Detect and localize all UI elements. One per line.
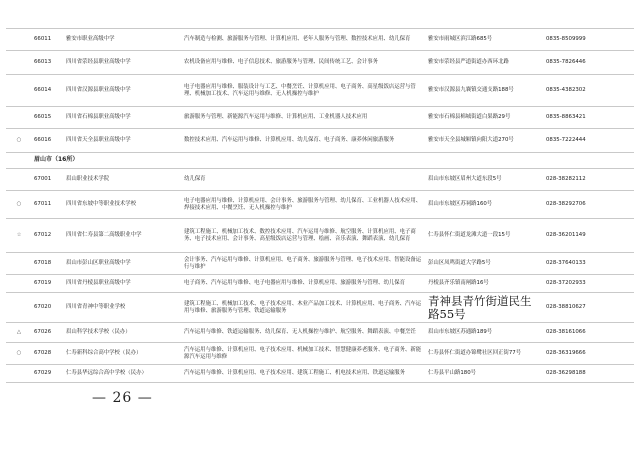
- school-code: 66016: [32, 129, 64, 153]
- row-mark-symbol: ○: [6, 129, 32, 153]
- school-code: 66014: [32, 75, 64, 107]
- school-code: 67028: [32, 343, 64, 365]
- major-list: 数控技术应用、汽车运用与维修、计算机应用、幼儿保育、电子商务、康养休闲旅游服务: [182, 129, 426, 153]
- major-list: 电子商务、汽车运用与维修、电子电器应用与维修、计算机应用、旅游服务与管理、幼儿保育: [182, 275, 426, 293]
- school-address: 雅安市石棉县棉城街道白果路29号: [426, 107, 544, 129]
- major-list: 汽车运用与维修、计算机应用、电子技术应用、建筑工程施工、机电技术应用、铁道运输服务: [182, 365, 426, 383]
- major-list: 建筑工程施工、机械加工技术、电子技术应用、木业产品加工技术、计算机应用、电子商务、汽车运用与维修、旅游服务与管理、铁道运输服务: [182, 293, 426, 323]
- school-name: 雅安市职业高级中学: [64, 29, 182, 51]
- school-code: 67011: [32, 191, 64, 219]
- school-address: 彭山区凤鸣街道大学路5号: [426, 253, 544, 275]
- school-code: 67019: [32, 275, 64, 293]
- row-mark-symbol: [6, 275, 32, 293]
- school-name: 四川省丹棱县职业高级中学: [64, 275, 182, 293]
- table-row: [6, 253, 634, 275]
- phone-number: 028-37202933: [544, 275, 634, 293]
- phone-number: 028-38810627: [544, 293, 634, 323]
- school-code: 66013: [32, 51, 64, 75]
- major-list: 幼儿保育: [182, 169, 426, 191]
- school-code: 66015: [32, 107, 64, 129]
- table-row: [6, 365, 634, 383]
- school-address: 雅安市雨城区滨江路685号: [426, 29, 544, 51]
- table-row: [6, 75, 634, 107]
- school-address: 雅安市天全县城厢镇向阳大道270号: [426, 129, 544, 153]
- row-mark-symbol: [6, 253, 32, 275]
- row-mark-symbol: [6, 365, 32, 383]
- city-name: 眉山市（16所）: [32, 153, 634, 169]
- school-name: 仁寿新科综合高中学校（民办）: [64, 343, 182, 365]
- school-name: 眉山市彭山区职业高级中学: [64, 253, 182, 275]
- city-section-header: [6, 153, 634, 169]
- row-mark-symbol: [6, 29, 32, 51]
- phone-number: 028-38282112: [544, 169, 634, 191]
- school-address: 仁寿县平山路180号: [426, 365, 544, 383]
- phone-number: 0835-4382302: [544, 75, 634, 107]
- school-address: 仁寿县怀仁街道龙滩大道一段15号: [426, 219, 544, 253]
- phone-number: 028-37640133: [544, 253, 634, 275]
- major-list: 汽车运用与维修、铁道运输服务、幼儿保育、无人机操控与维护、航空服务、舞蹈表演、中餐烹饪: [182, 323, 426, 343]
- phone-number: 0835-7222444: [544, 129, 634, 153]
- row-mark-symbol: [6, 75, 32, 107]
- phone-number: 0835-8863421: [544, 107, 634, 129]
- page-number: — 26 —: [92, 390, 153, 406]
- school-name: 仁寿县华远综合高中学校（民办）: [64, 365, 182, 383]
- school-name: 四川省石棉县职业高级中学: [64, 107, 182, 129]
- school-address: 眉山市东坡区眉州大道东段5号: [426, 169, 544, 191]
- phone-number: 028-38161066: [544, 323, 634, 343]
- row-mark-symbol: [6, 107, 32, 129]
- table-row: [6, 275, 634, 293]
- phone-number: 028-36319666: [544, 343, 634, 365]
- school-name: 眉山职业技术学院: [64, 169, 182, 191]
- table-row: [6, 129, 634, 153]
- table-row: [6, 219, 634, 253]
- table-row: [6, 191, 634, 219]
- table-row: [6, 293, 634, 323]
- major-list: 汽车制造与检测、旅游服务与管理、计算机应用、老年人服务与管理、数控技术应用、幼儿保育: [182, 29, 426, 51]
- school-address-large: 青神县青竹街道民生路55号: [428, 293, 532, 321]
- table-row: [6, 323, 634, 343]
- blank-cell: [6, 153, 32, 169]
- school-code: 67012: [32, 219, 64, 253]
- school-name: 四川省青神中等职业学校: [64, 293, 182, 323]
- major-list: 汽车运用与维修、计算机应用、电子技术应用、机械加工技术、智慧健康养老服务、电子商务、新能源汽车运用与维修: [182, 343, 426, 365]
- school-name: 四川省天全县职业高级中学: [64, 129, 182, 153]
- major-list: 建筑工程施工、机械加工技术、数控技术应用、汽车运用与维修、航空服务、计算机应用、电子商务、电子技术应用、会计事务、高星级饭店运营与管理、绘画、音乐表演、舞蹈表演、幼儿保育: [182, 219, 426, 253]
- major-list: 农机设备应用与维修、电子信息技术、旅游服务与管理、民间传统工艺、会计事务: [182, 51, 426, 75]
- row-mark-symbol: [6, 51, 32, 75]
- phone-number: 0835-7826446: [544, 51, 634, 75]
- phone-number: 0835-8509999: [544, 29, 634, 51]
- school-address: 雅安市汉源县九襄镇交通支路188号: [426, 75, 544, 107]
- school-address: 眉山市东坡区苏通路189号: [426, 323, 544, 343]
- school-name: 眉山科学技术学校（民办）: [64, 323, 182, 343]
- school-code: 67029: [32, 365, 64, 383]
- school-address: 丹棱县齐乐镇南闸路16号: [426, 275, 544, 293]
- school-code: 67018: [32, 253, 64, 275]
- table-row: [6, 51, 634, 75]
- phone-number: 028-36298188: [544, 365, 634, 383]
- table-row: [6, 169, 634, 191]
- school-name: 四川省荥经县职业高级中学: [64, 51, 182, 75]
- school-address: 仁寿县怀仁街道办锦鹭社区回正街77号: [426, 343, 544, 365]
- school-address: 雅安市荥经县严道街道办西环北路: [426, 51, 544, 75]
- school-table: [6, 28, 634, 383]
- school-code: 67020: [32, 293, 64, 323]
- school-address: [426, 293, 544, 323]
- row-mark-symbol: △: [6, 323, 32, 343]
- row-mark-symbol: ☆: [6, 219, 32, 253]
- school-name: 四川省仁寿县第二高级职业中学: [64, 219, 182, 253]
- phone-number: 028-36201149: [544, 219, 634, 253]
- major-list: 会计事务、汽车运用与维修、计算机应用、电子商务、旅游服务与管理、电子技术应用、智能设备运行与维护: [182, 253, 426, 275]
- major-list: 旅游服务与管理、新能源汽车运用与维修、计算机应用、工业机器人技术应用: [182, 107, 426, 129]
- school-name: 四川省汉源县职业高级中学: [64, 75, 182, 107]
- table-row: [6, 107, 634, 129]
- school-code: 67026: [32, 323, 64, 343]
- row-mark-symbol: [6, 293, 32, 323]
- major-list: 电子电器应用与维修、计算机应用、会计事务、旅游服务与管理、幼儿保育、工业机器人技术应用、焊接技术应用、中餐烹饪、无人机操控与维护: [182, 191, 426, 219]
- table-row: [6, 343, 634, 365]
- row-mark-symbol: [6, 169, 32, 191]
- row-mark-symbol: ○: [6, 343, 32, 365]
- school-address: 眉山市东坡区苏祠路160号: [426, 191, 544, 219]
- school-code: 66011: [32, 29, 64, 51]
- table-row: [6, 29, 634, 51]
- row-mark-symbol: ○: [6, 191, 32, 219]
- major-list: 电子电器应用与维修、服装设计与工艺、中餐烹饪、计算机应用、电子商务、高星级饭店运营与管理、机械加工技术、汽车运用与维修、无人机操控与维护: [182, 75, 426, 107]
- phone-number: 028-38292706: [544, 191, 634, 219]
- school-name: 四川省东坡中等职业技术学校: [64, 191, 182, 219]
- school-code: 67001: [32, 169, 64, 191]
